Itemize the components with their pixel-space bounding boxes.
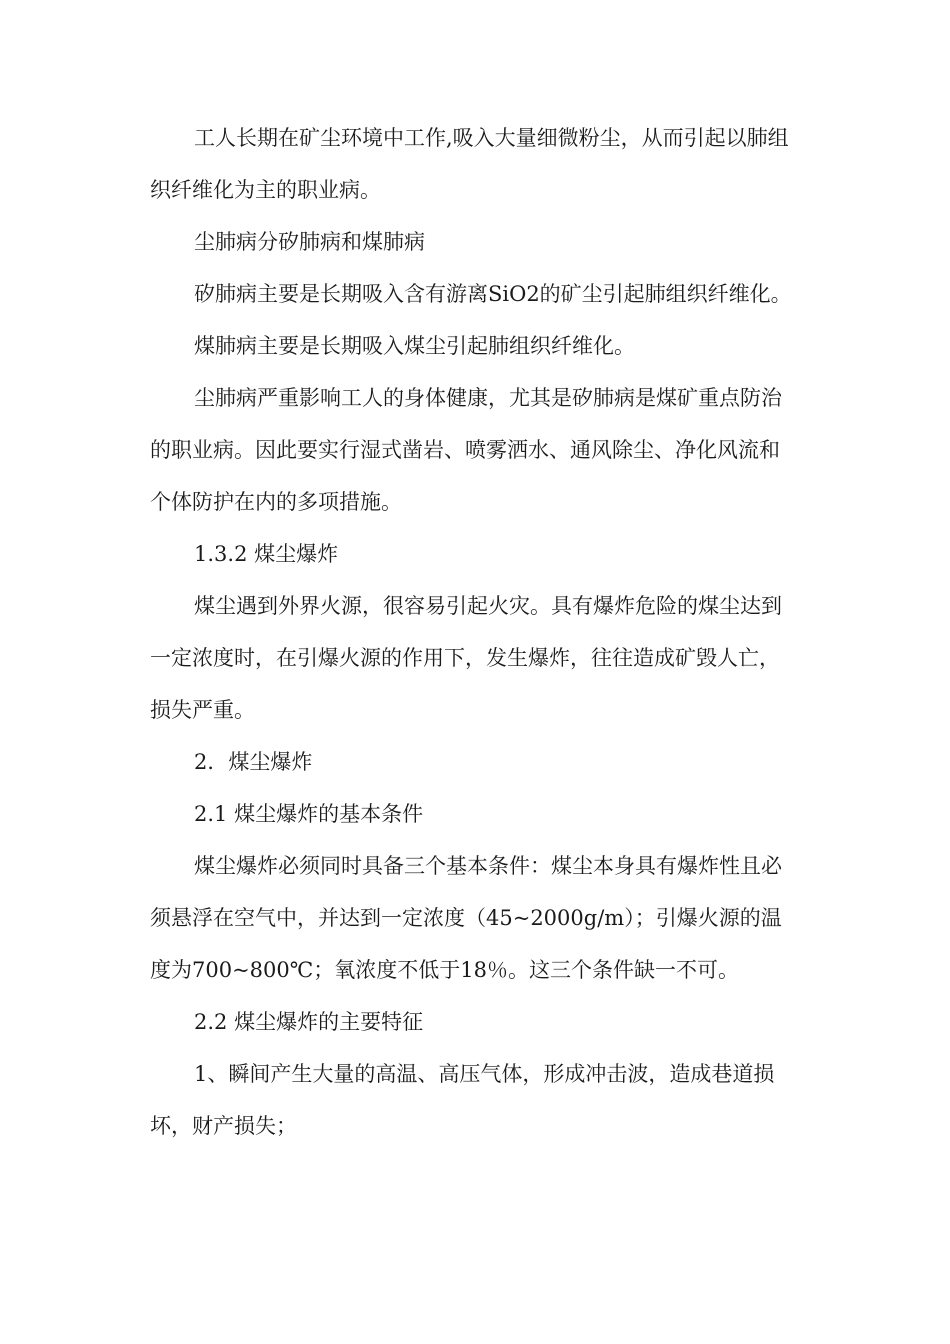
heading-1-3-2: 1.3.2 煤尘爆炸 xyxy=(194,542,339,566)
paragraph-coal-workers-pneumoconiosis: 煤肺病主要是长期吸入煤尘引起肺组织纤维化。 xyxy=(194,334,635,358)
paragraph-feature-1: 1、瞬间产生大量的高温、高压气体，形成冲击波，造成巷道损坏，财产损失； xyxy=(150,1062,775,1138)
paragraph-pneumoconiosis-types: 尘肺病分矽肺病和煤肺病 xyxy=(194,230,425,254)
document-body xyxy=(150,112,800,1152)
paragraph-coal-dust-explosion-intro: 煤尘遇到外界火源，很容易引起火灾。具有爆炸危险的煤尘达到一定浓度时，在引爆火源的作用下，发生爆炸，往往造成矿毁人亡，损失严重。 xyxy=(150,594,782,722)
heading-2-2: 2.2 煤尘爆炸的主要特征 xyxy=(194,1010,424,1034)
heading-2: 2．煤尘爆炸 xyxy=(194,750,313,774)
paragraph-silicosis: 矽肺病主要是长期吸入含有游离SiO2的矿尘引起肺组织纤维化。 xyxy=(194,282,792,306)
heading-2-1: 2.1 煤尘爆炸的基本条件 xyxy=(194,802,424,826)
paragraph-pneumoconiosis-definition: 工人长期在矿尘环境中工作,吸入大量细微粉尘，从而引起以肺组织纤维化为主的职业病。 xyxy=(150,126,789,202)
paragraph-basic-conditions: 煤尘爆炸必须同时具备三个基本条件：煤尘本身具有爆炸性且必须悬浮在空气中，并达到一定浓度（45~2000g/m）；引爆火源的温度为700~800℃；氧浓度不低于18％。这三个条件缺一不可。 xyxy=(150,854,782,982)
paragraph-prevention-measures: 尘肺病严重影响工人的身体健康，尤其是矽肺病是煤矿重点防治的职业病。因此要实行湿式凿岩、喷雾洒水、通风除尘、净化风流和个体防护在内的多项措施。 xyxy=(150,386,782,514)
